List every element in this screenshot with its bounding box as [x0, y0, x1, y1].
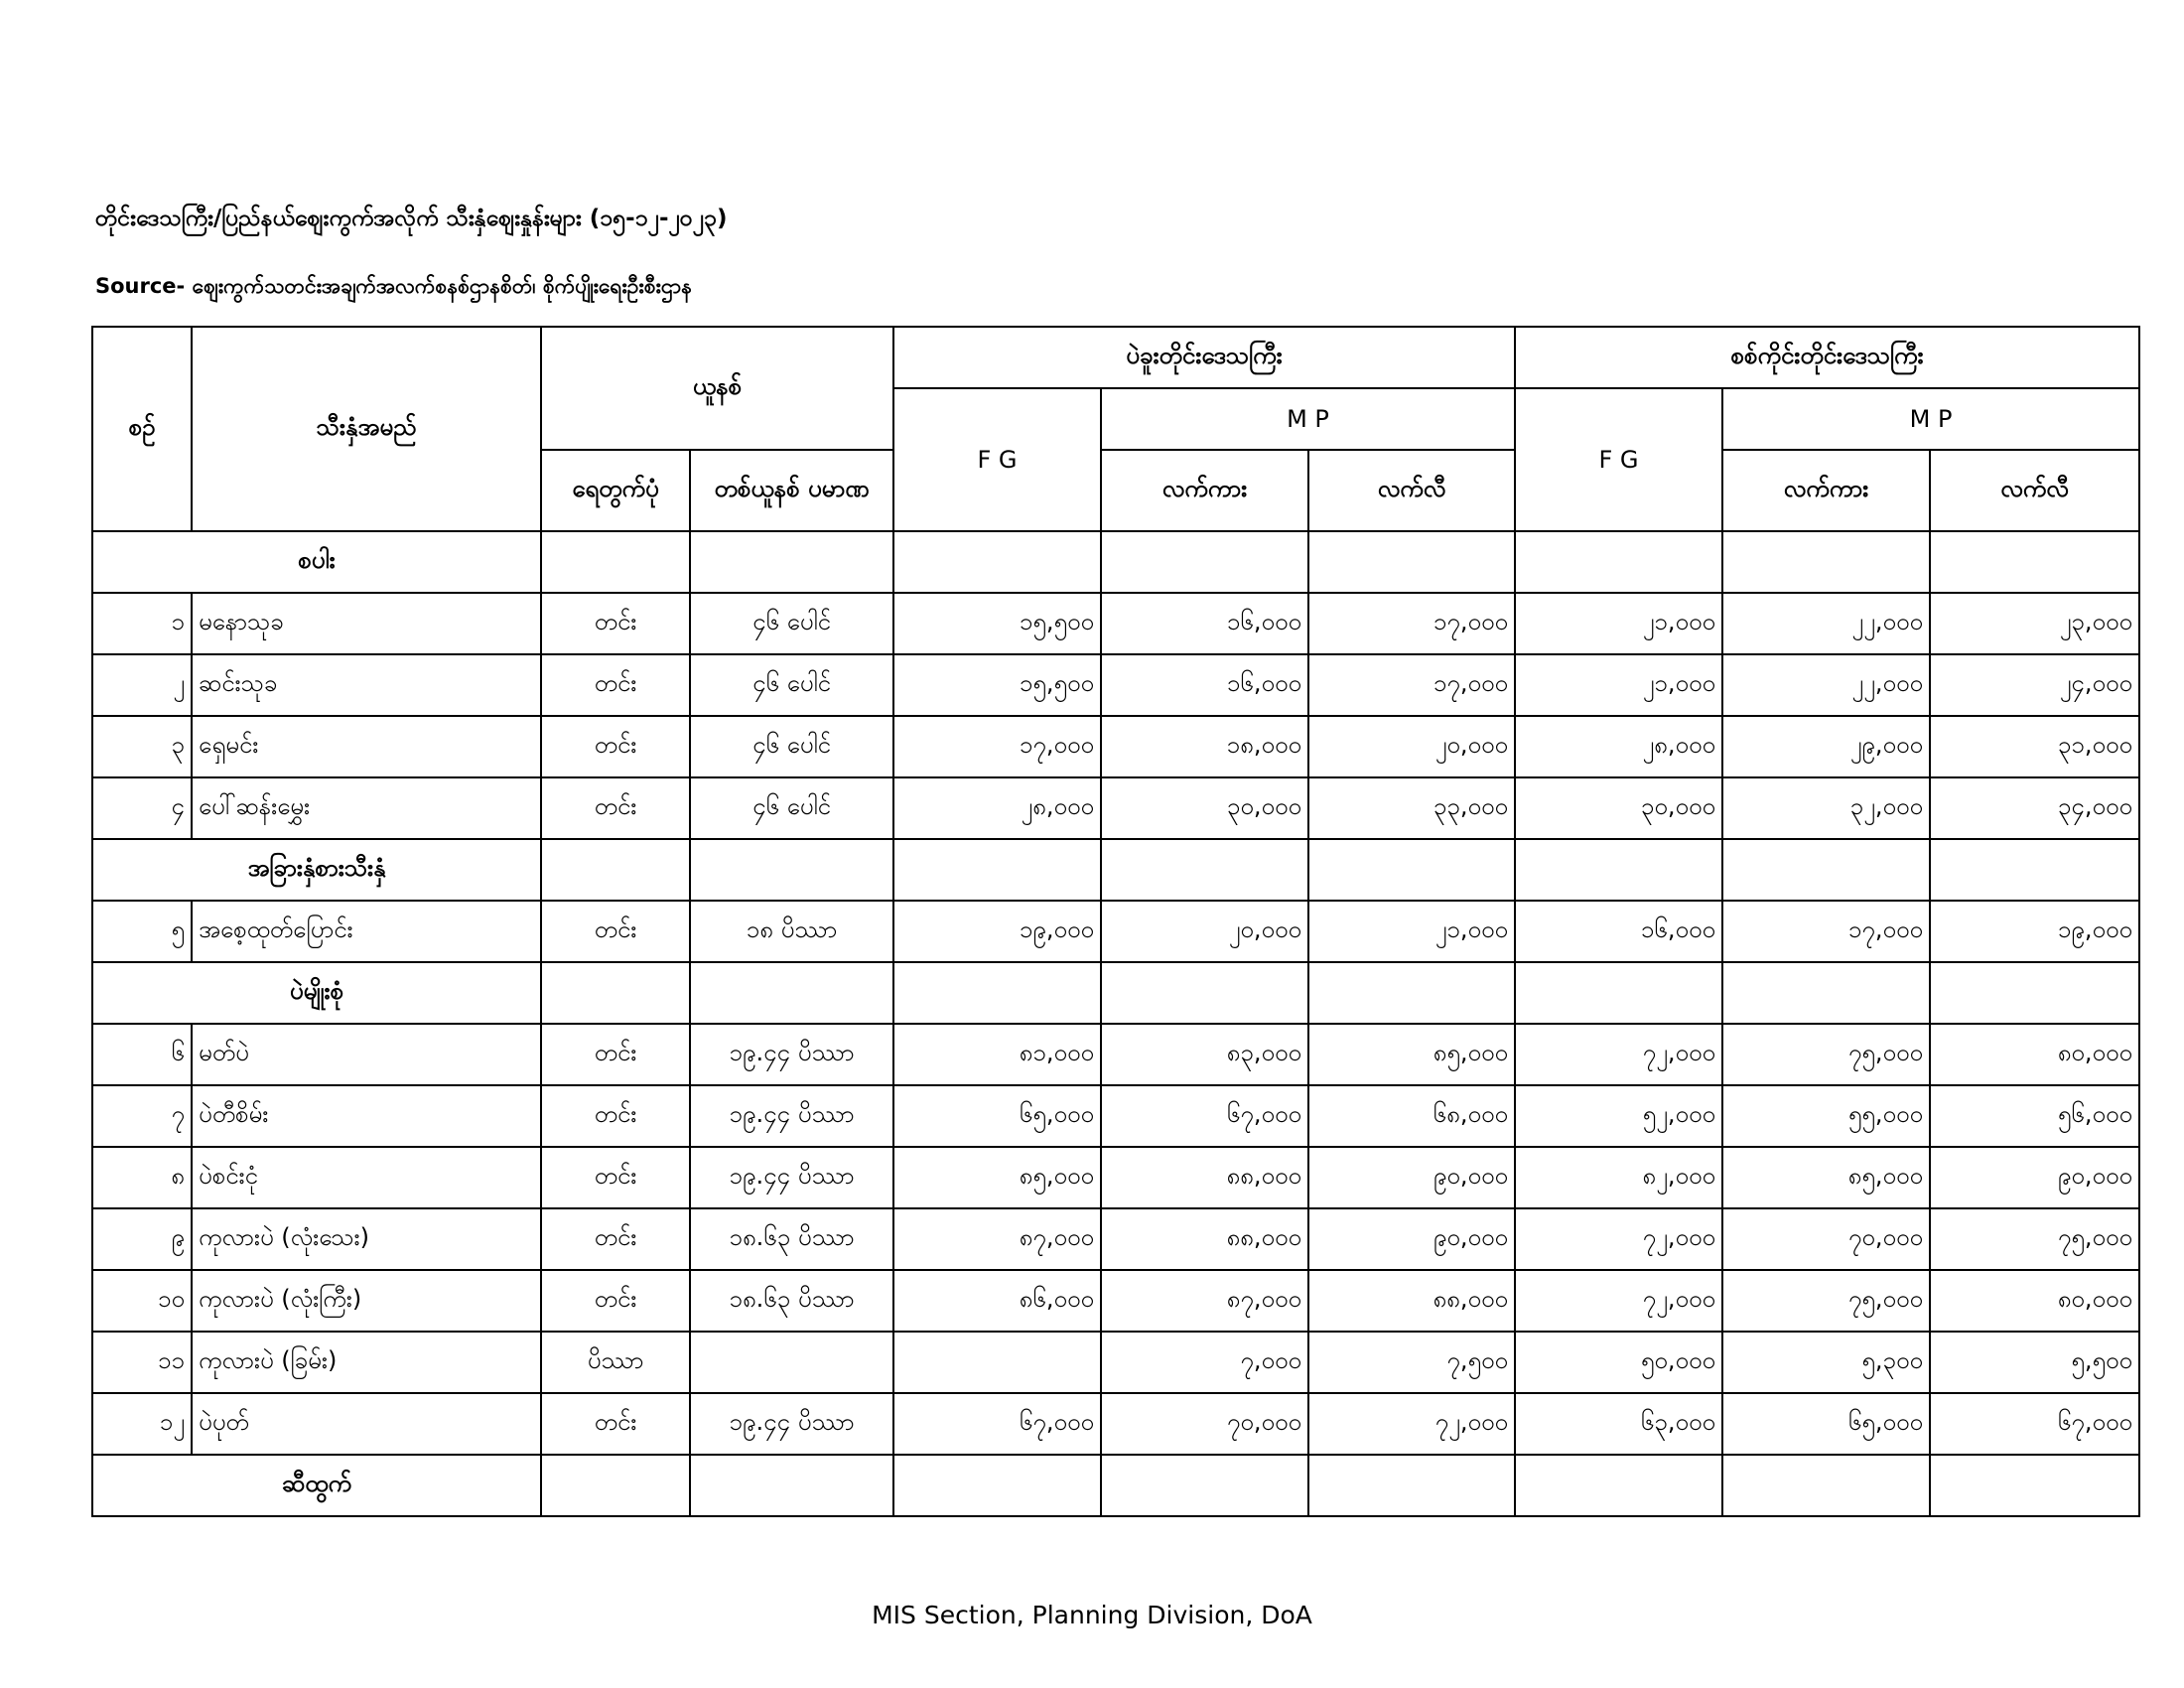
row-number: ၁၁: [92, 1332, 192, 1393]
row-number: ၇: [92, 1085, 192, 1147]
table-row: [92, 1270, 2139, 1332]
bago-fg-price: ၁၅,၅၀၀: [893, 654, 1101, 716]
sagaing-wholesale-price: ၈၅,၀၀၀: [1722, 1147, 1930, 1208]
empty-cell: [1930, 531, 2139, 593]
sagaing-retail-price: ၃၄,၀၀၀: [1930, 777, 2139, 839]
header-retail-bago: လက်လီ: [1308, 450, 1515, 531]
sagaing-fg-price: ၈၂,၀၀၀: [1515, 1147, 1722, 1208]
bago-wholesale-price: ၈၈,၀၀၀: [1101, 1147, 1308, 1208]
bago-wholesale-price: ၂၀,၀၀၀: [1101, 901, 1308, 962]
empty-cell: [1515, 1455, 1722, 1516]
bago-fg-price: ၁၅,၅၀၀: [893, 593, 1101, 654]
unit-weight: ၄၆ ပေါင်: [690, 777, 893, 839]
bago-retail-price: ၇,၅၀၀: [1308, 1332, 1515, 1393]
header-fg-bago: F G: [893, 388, 1101, 531]
empty-cell: [1722, 839, 1930, 901]
header-region-sagaing: စစ်ကိုင်းတိုင်းဒေသကြီး: [1515, 327, 2139, 388]
sagaing-retail-price: ၉၀,၀၀၀: [1930, 1147, 2139, 1208]
table-row: [92, 1024, 2139, 1085]
empty-cell: [1101, 1455, 1308, 1516]
unit-measure: တင်း: [541, 901, 690, 962]
empty-cell: [1722, 1455, 1930, 1516]
sagaing-wholesale-price: ၅,၃၀၀: [1722, 1332, 1930, 1393]
bago-fg-price: ၈၁,၀၀၀: [893, 1024, 1101, 1085]
table-row: [92, 1393, 2139, 1455]
sagaing-wholesale-price: ၆၅,၀၀၀: [1722, 1393, 1930, 1455]
bago-fg-price: [893, 1332, 1101, 1393]
sagaing-retail-price: ၂၄,၀၀၀: [1930, 654, 2139, 716]
bago-wholesale-price: ၇,၀၀၀: [1101, 1332, 1308, 1393]
unit-weight: ၁၉.၄၄ ပိဿာ: [690, 1393, 893, 1455]
unit-measure: တင်း: [541, 777, 690, 839]
unit-measure: တင်း: [541, 654, 690, 716]
empty-cell: [541, 531, 690, 593]
unit-measure: တင်း: [541, 1147, 690, 1208]
sagaing-fg-price: ၅၂,၀၀၀: [1515, 1085, 1722, 1147]
header-unit-weight: တစ်ယူနစ် ပမာဏ: [690, 450, 893, 531]
crop-name: ပဲပုတ်: [192, 1393, 541, 1455]
table-body: [92, 531, 2139, 1516]
empty-cell: [1101, 531, 1308, 593]
bago-fg-price: ၆၅,၀၀၀: [893, 1085, 1101, 1147]
empty-cell: [1930, 962, 2139, 1024]
row-number: ၁၂: [92, 1393, 192, 1455]
section-row: [92, 839, 2139, 901]
bago-retail-price: ၇၂,၀၀၀: [1308, 1393, 1515, 1455]
bago-retail-price: ၂၀,၀၀၀: [1308, 716, 1515, 777]
empty-cell: [1722, 962, 1930, 1024]
header-mp-sagaing: M P: [1722, 388, 2139, 450]
row-number: ၆: [92, 1024, 192, 1085]
crop-name: မတ်ပဲ: [192, 1024, 541, 1085]
sagaing-retail-price: ၈၀,၀၀၀: [1930, 1024, 2139, 1085]
sagaing-fg-price: ၁၆,၀၀၀: [1515, 901, 1722, 962]
sagaing-fg-price: ၂၁,၀၀၀: [1515, 654, 1722, 716]
header-wholesale-bago: လက်ကား: [1101, 450, 1308, 531]
row-number: ၂: [92, 654, 192, 716]
sagaing-wholesale-price: ၇၀,၀၀၀: [1722, 1208, 1930, 1270]
empty-cell: [1515, 839, 1722, 901]
empty-cell: [893, 531, 1101, 593]
unit-weight: ၁၉.၄၄ ပိဿာ: [690, 1147, 893, 1208]
bago-wholesale-price: ၃၀,၀၀၀: [1101, 777, 1308, 839]
crop-name: မနောသုခ: [192, 593, 541, 654]
row-number: ၈: [92, 1147, 192, 1208]
section-title: စပါး: [92, 531, 541, 593]
empty-cell: [1308, 1455, 1515, 1516]
empty-cell: [1308, 962, 1515, 1024]
unit-weight: ၁၉.၄၄ ပိဿာ: [690, 1024, 893, 1085]
table-row: [92, 716, 2139, 777]
crop-name: ကုလားပဲ (ခြမ်း): [192, 1332, 541, 1393]
bago-fg-price: ၈၇,၀၀၀: [893, 1208, 1101, 1270]
unit-measure: တင်း: [541, 1024, 690, 1085]
bago-wholesale-price: ၁၆,၀၀၀: [1101, 593, 1308, 654]
bago-wholesale-price: ၁၈,၀၀၀: [1101, 716, 1308, 777]
bago-retail-price: ၆၈,၀၀၀: [1308, 1085, 1515, 1147]
table-row: [92, 1085, 2139, 1147]
empty-cell: [1515, 531, 1722, 593]
bago-retail-price: ၈၅,၀၀၀: [1308, 1024, 1515, 1085]
table-row: [92, 1332, 2139, 1393]
bago-fg-price: ၂၈,၀၀၀: [893, 777, 1101, 839]
unit-weight: ၄၆ ပေါင်: [690, 593, 893, 654]
page-footer: MIS Section, Planning Division, DoA: [872, 1601, 1312, 1629]
bago-fg-price: ၆၇,၀၀၀: [893, 1393, 1101, 1455]
sagaing-fg-price: ၃၀,၀၀၀: [1515, 777, 1722, 839]
sagaing-fg-price: ၅၀,၀၀၀: [1515, 1332, 1722, 1393]
unit-measure: တင်း: [541, 1270, 690, 1332]
sagaing-retail-price: ၇၅,၀၀၀: [1930, 1208, 2139, 1270]
header-retail-sagaing: လက်လီ: [1930, 450, 2139, 531]
source-line: Source- ဈေးကွက်သတင်းအချက်အလက်စနစ်ဌာနစိတ်၊ စိုက်ပျိုးရေးဦးစီးဌာန: [95, 274, 693, 298]
bago-retail-price: ၈၈,၀၀၀: [1308, 1270, 1515, 1332]
empty-cell: [690, 1455, 893, 1516]
crop-name: ဆင်းသုခ: [192, 654, 541, 716]
unit-weight: [690, 1332, 893, 1393]
crop-name: ပေါ်ဆန်းမွှေး: [192, 777, 541, 839]
unit-measure: တင်း: [541, 1393, 690, 1455]
sagaing-wholesale-price: ၅၅,၀၀၀: [1722, 1085, 1930, 1147]
sagaing-retail-price: ၁၉,၀၀၀: [1930, 901, 2139, 962]
crop-name: ကုလားပဲ (လုံးသေး): [192, 1208, 541, 1270]
bago-wholesale-price: ၈၈,၀၀၀: [1101, 1208, 1308, 1270]
header-mp-bago: M P: [1101, 388, 1515, 450]
unit-weight: ၁၈.၆၃ ပိဿာ: [690, 1270, 893, 1332]
bago-retail-price: ၁၇,၀၀၀: [1308, 593, 1515, 654]
sagaing-fg-price: ၂၈,၀၀၀: [1515, 716, 1722, 777]
section-title: အခြားနှံစားသီးနှံ: [92, 839, 541, 901]
empty-cell: [690, 839, 893, 901]
price-table: [91, 326, 2140, 1517]
empty-cell: [1722, 531, 1930, 593]
section-row: [92, 962, 2139, 1024]
unit-weight: ၄၆ ပေါင်: [690, 716, 893, 777]
empty-cell: [1308, 531, 1515, 593]
bago-wholesale-price: ၈၃,၀၀၀: [1101, 1024, 1308, 1085]
table-row: [92, 777, 2139, 839]
header-unit-measure: ရေတွက်ပုံ: [541, 450, 690, 531]
empty-cell: [1930, 1455, 2139, 1516]
unit-measure: ပိဿာ: [541, 1332, 690, 1393]
row-number: ၄: [92, 777, 192, 839]
header-fg-sagaing: F G: [1515, 388, 1722, 531]
empty-cell: [893, 839, 1101, 901]
empty-cell: [893, 1455, 1101, 1516]
bago-wholesale-price: ၈၇,၀၀၀: [1101, 1270, 1308, 1332]
bago-retail-price: ၉၀,၀၀၀: [1308, 1147, 1515, 1208]
unit-measure: တင်း: [541, 1208, 690, 1270]
crop-name: ကုလားပဲ (လုံးကြီး): [192, 1270, 541, 1332]
empty-cell: [893, 962, 1101, 1024]
sagaing-wholesale-price: ၂၉,၀၀၀: [1722, 716, 1930, 777]
bago-wholesale-price: ၆၇,၀၀၀: [1101, 1085, 1308, 1147]
empty-cell: [690, 531, 893, 593]
empty-cell: [541, 962, 690, 1024]
sagaing-retail-price: ၆၇,၀၀၀: [1930, 1393, 2139, 1455]
page-title: တိုင်းဒေသကြီး/ပြည်နယ်ဈေးကွက်အလိုက် သီးနှံဈေးနှုန်းများ (၁၅-၁၂-၂၀၂၃): [95, 206, 728, 231]
unit-measure: တင်း: [541, 1085, 690, 1147]
row-number: ၃: [92, 716, 192, 777]
row-number: ၅: [92, 901, 192, 962]
sagaing-fg-price: ၆၃,၀၀၀: [1515, 1393, 1722, 1455]
sagaing-wholesale-price: ၇၅,၀၀၀: [1722, 1024, 1930, 1085]
unit-weight: ၄၆ ပေါင်: [690, 654, 893, 716]
bago-retail-price: ၃၃,၀၀၀: [1308, 777, 1515, 839]
header-no: စဉ်: [92, 327, 192, 531]
empty-cell: [1515, 962, 1722, 1024]
row-number: ၉: [92, 1208, 192, 1270]
table-row: [92, 593, 2139, 654]
sagaing-fg-price: ၇၂,၀၀၀: [1515, 1024, 1722, 1085]
sagaing-wholesale-price: ၂၂,၀၀၀: [1722, 654, 1930, 716]
empty-cell: [1101, 839, 1308, 901]
unit-weight: ၁၈.၆၃ ပိဿာ: [690, 1208, 893, 1270]
bago-retail-price: ၂၁,၀၀၀: [1308, 901, 1515, 962]
unit-weight: ၁၈ ပိဿာ: [690, 901, 893, 962]
header-region-bago: ပဲခူးတိုင်းဒေသကြီး: [893, 327, 1515, 388]
header-wholesale-sagaing: လက်ကား: [1722, 450, 1930, 531]
empty-cell: [1930, 839, 2139, 901]
bago-fg-price: ၈၆,၀၀၀: [893, 1270, 1101, 1332]
table-row: [92, 654, 2139, 716]
section-row: [92, 1455, 2139, 1516]
section-row: [92, 531, 2139, 593]
crop-name: အစေ့ထုတ်ပြောင်း: [192, 901, 541, 962]
unit-measure: တင်း: [541, 716, 690, 777]
sagaing-retail-price: ၂၃,၀၀၀: [1930, 593, 2139, 654]
table-row: [92, 901, 2139, 962]
empty-cell: [541, 1455, 690, 1516]
sagaing-wholesale-price: ၂၂,၀၀၀: [1722, 593, 1930, 654]
empty-cell: [1308, 839, 1515, 901]
sagaing-fg-price: ၇၂,၀၀၀: [1515, 1270, 1722, 1332]
header-crop-name: သီးနှံအမည်: [192, 327, 541, 531]
bago-fg-price: ၈၅,၀၀၀: [893, 1147, 1101, 1208]
sagaing-wholesale-price: ၃၂,၀၀၀: [1722, 777, 1930, 839]
unit-weight: ၁၉.၄၄ ပိဿာ: [690, 1085, 893, 1147]
crop-name: ပဲတီစိမ်း: [192, 1085, 541, 1147]
bago-retail-price: ၉၀,၀၀၀: [1308, 1208, 1515, 1270]
sagaing-wholesale-price: ၁၇,၀၀၀: [1722, 901, 1930, 962]
empty-cell: [1101, 962, 1308, 1024]
header-unit: ယူနစ်: [541, 327, 893, 450]
bago-wholesale-price: ၁၆,၀၀၀: [1101, 654, 1308, 716]
sagaing-retail-price: ၅,၅၀၀: [1930, 1332, 2139, 1393]
sagaing-retail-price: ၃၁,၀၀၀: [1930, 716, 2139, 777]
bago-wholesale-price: ၇၀,၀၀၀: [1101, 1393, 1308, 1455]
bago-retail-price: ၁၇,၀၀၀: [1308, 654, 1515, 716]
section-title: ဆီထွက်: [92, 1455, 541, 1516]
bago-fg-price: ၁၉,၀၀၀: [893, 901, 1101, 962]
crop-name: ပဲစင်းငုံ: [192, 1147, 541, 1208]
table-row: [92, 1208, 2139, 1270]
row-number: ၁၀: [92, 1270, 192, 1332]
row-number: ၁: [92, 593, 192, 654]
sagaing-fg-price: ၂၁,၀၀၀: [1515, 593, 1722, 654]
empty-cell: [541, 839, 690, 901]
empty-cell: [690, 962, 893, 1024]
sagaing-fg-price: ၇၂,၀၀၀: [1515, 1208, 1722, 1270]
unit-measure: တင်း: [541, 593, 690, 654]
sagaing-wholesale-price: ၇၅,၀၀၀: [1722, 1270, 1930, 1332]
sagaing-retail-price: ၈၀,၀၀၀: [1930, 1270, 2139, 1332]
crop-name: ရှေမင်း: [192, 716, 541, 777]
sagaing-retail-price: ၅၆,၀၀၀: [1930, 1085, 2139, 1147]
bago-fg-price: ၁၇,၀၀၀: [893, 716, 1101, 777]
table-row: [92, 1147, 2139, 1208]
section-title: ပဲမျိုးစုံ: [92, 962, 541, 1024]
